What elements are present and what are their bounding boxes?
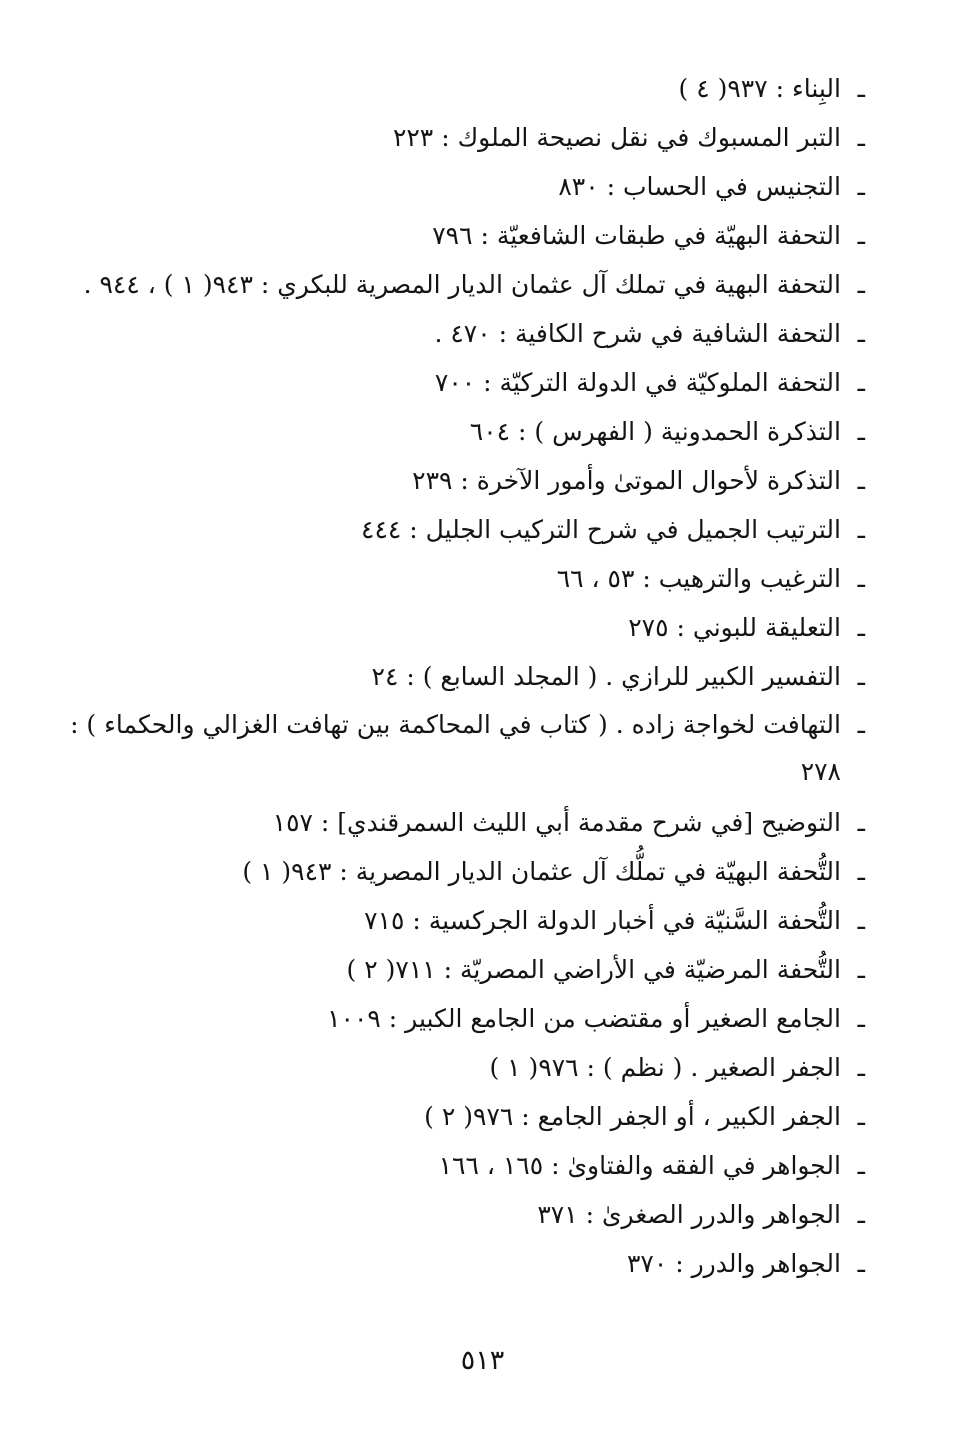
index-entry	[65, 847, 865, 896]
index-entry	[65, 456, 865, 505]
entry-text: التحفة البهية في تملك آل عثمان الديار المصرية للبكري : ٩٤٣( ١ ) ، ٩٤٤ .	[83, 270, 841, 299]
index-entry	[65, 1190, 865, 1239]
entry-text: التبر المسبوك في نقل نصيحة الملوك : ٢٢٣	[392, 123, 841, 152]
entry-dash: ـ	[857, 613, 865, 642]
entry-dash: ـ	[857, 270, 865, 299]
entry-text: التهافت لخواجة زاده . ( كتاب في المحاكمة بين تهافت الغزالي والحكماء ) : ٢٧٨	[70, 710, 841, 786]
index-entry	[65, 603, 865, 652]
entry-dash: ـ	[857, 710, 865, 739]
entry-dash: ـ	[857, 857, 865, 886]
index-entry	[65, 260, 865, 309]
index-entry	[65, 896, 865, 945]
index-entry	[65, 113, 865, 162]
entry-text: الجواهر والدرر : ٣٧٠	[626, 1249, 841, 1278]
index-entry	[65, 701, 865, 795]
entry-text: التعليقة للبوني : ٢٧٥	[628, 613, 841, 642]
entry-text: التُّحفة البهيّة في تملُّك آل عثمان الديار المصرية : ٩٤٣( ١ )	[242, 857, 841, 886]
entry-text: التوضيح [في شرح مقدمة أبي الليث السمرقندي] : ١٥٧	[272, 808, 841, 837]
entry-text: الجفر الكبير ، أو الجفر الجامع : ٩٧٦( ٢ )	[424, 1102, 841, 1131]
index-entry	[65, 652, 865, 701]
index-entry	[65, 407, 865, 456]
entry-dash: ـ	[857, 1200, 865, 1229]
entry-text: البِناء : ٩٣٧( ٤ )	[678, 74, 841, 103]
entry-dash: ـ	[857, 1053, 865, 1082]
index-entry	[65, 162, 865, 211]
entry-text: الترغيب والترهيب : ٥٣ ، ٦٦	[556, 564, 841, 593]
index-entry	[65, 1092, 865, 1141]
index-entry	[65, 554, 865, 603]
entry-dash: ـ	[857, 74, 865, 103]
entry-dash: ـ	[857, 564, 865, 593]
index-entry	[65, 64, 865, 113]
entry-text: التُّحفة المرضيّة في الأراضي المصريّة : ٧١١( ٢ )	[346, 955, 841, 984]
entry-dash: ـ	[857, 1249, 865, 1278]
entry-dash: ـ	[857, 1102, 865, 1131]
entry-dash: ـ	[857, 515, 865, 544]
entry-dash: ـ	[857, 172, 865, 201]
entry-dash: ـ	[857, 123, 865, 152]
entry-dash: ـ	[857, 808, 865, 837]
index-entry	[65, 309, 865, 358]
entry-text: الجواهر في الفقه والفتاوىٰ : ١٦٥ ، ١٦٦	[438, 1151, 841, 1180]
entry-text: الترتيب الجميل في شرح التركيب الجليل : ٤٤٤	[361, 515, 841, 544]
index-entry	[65, 1239, 865, 1288]
index-entry	[65, 798, 865, 847]
entry-text: التحفة البهيّة في طبقات الشافعيّة : ٧٩٦	[432, 221, 841, 250]
entry-dash: ـ	[857, 466, 865, 495]
entry-text: التحفة الملوكيّة في الدولة التركيّة : ٧٠٠	[434, 368, 841, 397]
entry-text: التذكرة الحمدونية ( الفهرس ) : ٦٠٤	[469, 417, 841, 446]
entry-text: الجواهر والدرر الصغرىٰ : ٣٧١	[537, 1200, 841, 1229]
entry-text: الجفر الصغير . ( نظم ) : ٩٧٦( ١ )	[489, 1053, 841, 1082]
entry-dash: ـ	[857, 1151, 865, 1180]
entry-text: التجنيس في الحساب : ٨٣٠	[558, 172, 841, 201]
index-entry	[65, 1141, 865, 1190]
entry-dash: ـ	[857, 1004, 865, 1033]
index-entry	[65, 994, 865, 1043]
entry-text: التفسير الكبير للرازي . ( المجلد السابع ) : ٢٤	[371, 662, 841, 691]
index-entry	[65, 505, 865, 554]
entry-text: التحفة الشافية في شرح الكافية : ٤٧٠ .	[434, 319, 841, 348]
entry-dash: ـ	[857, 906, 865, 935]
entry-dash: ـ	[857, 417, 865, 446]
index-entry	[65, 1043, 865, 1092]
index-entry	[65, 211, 865, 260]
page-number: ٥١٣	[460, 1345, 505, 1376]
entry-dash: ـ	[857, 662, 865, 691]
entry-dash: ـ	[857, 955, 865, 984]
index-entry	[65, 945, 865, 994]
entry-dash: ـ	[857, 319, 865, 348]
entry-text: الجامع الصغير أو مقتضب من الجامع الكبير : ١٠٠٩	[327, 1004, 841, 1033]
entry-dash: ـ	[857, 221, 865, 250]
entry-text: التُّحفة السَّنيّة في أخبار الدولة الجركسية : ٧١٥	[364, 906, 841, 935]
entry-text: التذكرة لأحوال الموتىٰ وأمور الآخرة : ٢٣٩	[412, 466, 841, 495]
index-entries-list	[65, 64, 865, 1288]
index-entry	[65, 358, 865, 407]
entry-dash: ـ	[857, 368, 865, 397]
